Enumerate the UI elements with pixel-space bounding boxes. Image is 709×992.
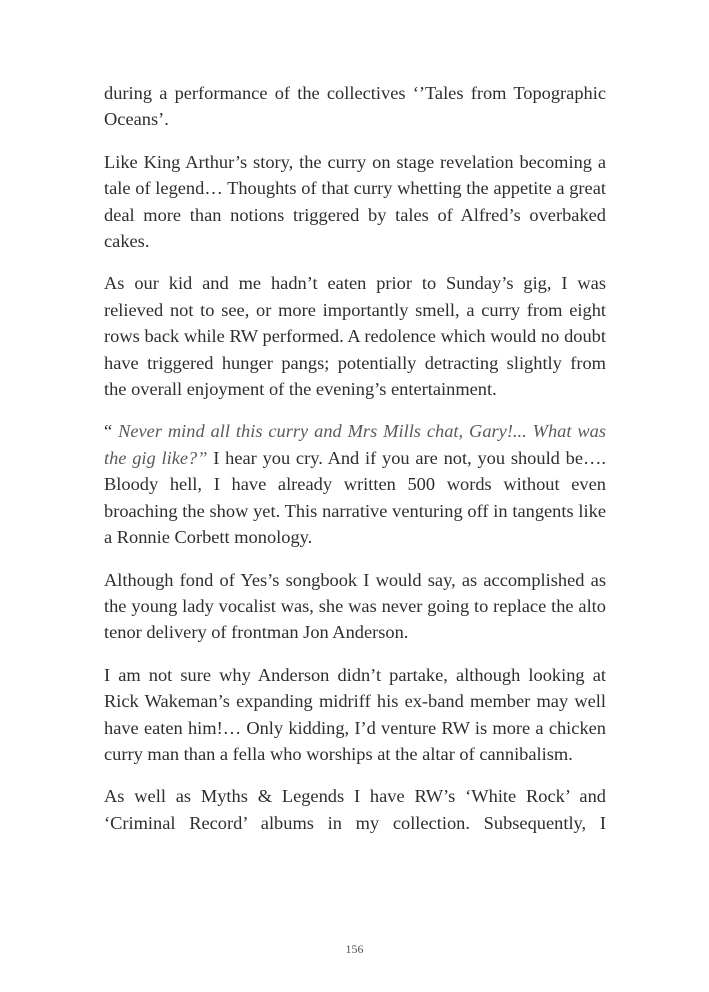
paragraph: As well as Myths & Legends I have RW’s ‘White Rock’ and ‘Criminal Record’ albums in my collection. Subsequently, I	[104, 786, 606, 833]
paragraph: during a performance of the collectives ‘’Tales from Topographic Oceans’.	[104, 83, 606, 130]
page-body	[104, 80, 606, 852]
paragraph: Like King Arthur’s story, the curry on stage revelation becoming a tale of legend… Thoughts of that curry whetting the appetite a great deal more than notions triggered by tales of Alfred’s overbaked cakes.	[104, 151, 606, 252]
paragraph: As our kid and me hadn’t eaten prior to Sunday’s gig, I was relieved not to see, or more importantly smell, a curry from eight rows back while RW performed. A redolence which would no doubt have triggered hunger pangs; potentially detracting slightly from the overall enjoyment of the evening’s entertainment.	[104, 273, 606, 400]
quote-paragraph	[104, 418, 606, 550]
paragraph: I am not sure why Anderson didn’t partake, although looking at Rick Wakeman’s expanding midriff his ex-band member may well have eaten him!… Only kidding, I’d venture RW is more a chicken curry man than a fella who worships at the altar of cannibalism.	[104, 664, 606, 764]
page-number: 156	[345, 942, 364, 956]
quote-italic-text: Never mind all this curry and Mrs Mills chat, Gary!... What was the gig like?”	[104, 421, 606, 468]
quote-rest-text: I hear you cry. And if you are not, you should be…. Bloody hell, I have already written 500 words without even broaching the show yet. This narrative venturing off in tangents like a Ronnie Corbett monology.	[104, 447, 606, 548]
quote-open-mark: “	[104, 421, 119, 442]
paragraph: Although fond of Yes’s songbook I would say, as accomplished as the young lady vocalist was, she was never going to replace the alto tenor delivery of frontman Jon Anderson.	[104, 569, 606, 643]
